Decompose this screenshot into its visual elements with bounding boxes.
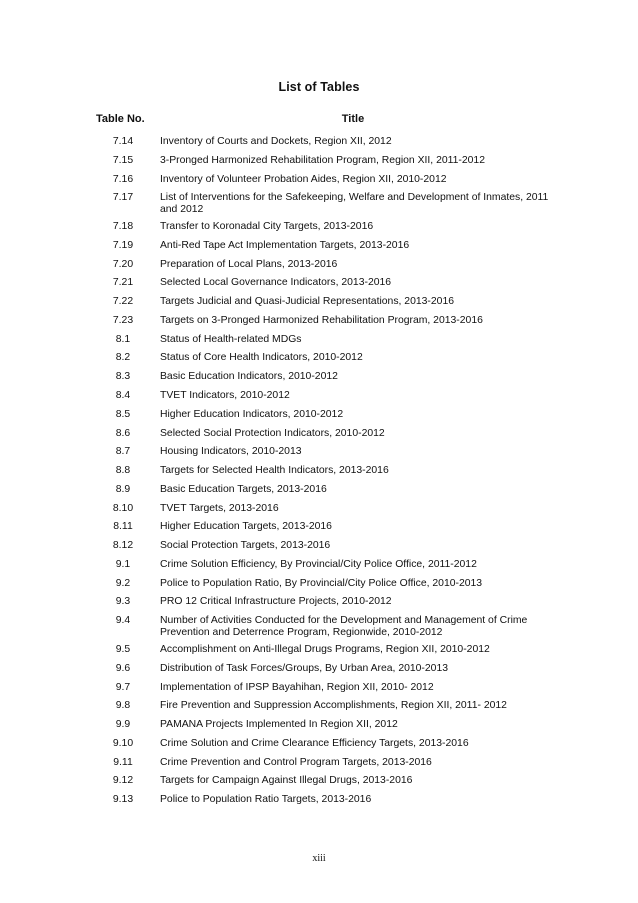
table-title: List of Interventions for the Safekeeping, Welfare and Development of Inmates, 2011 and 2012	[160, 192, 549, 216]
table-title: Basic Education Targets, 2013-2016	[160, 483, 327, 495]
page-number: xiii	[312, 853, 326, 864]
table-number: 9.6	[115, 662, 131, 674]
table-number: 9.12	[112, 775, 134, 787]
table-title: Transfer to Koronadal City Targets, 2013-2016	[160, 221, 374, 233]
table-title: Number of Activities Conducted for the Development and Management of Crime Prevention and Deterrence Program, Regionwide, 2010-2012	[160, 615, 528, 639]
page-title: List of Tables	[278, 80, 360, 94]
table-number: 7.20	[112, 258, 134, 270]
table-number: 8.5	[115, 408, 131, 420]
list-item	[0, 540, 638, 559]
list-item	[0, 465, 638, 484]
table-title: Anti-Red Tape Act Implementation Targets, 2013-2016	[160, 239, 410, 251]
table-title: PAMANA Projects Implemented In Region XII, 2012	[160, 719, 398, 731]
list-item	[0, 240, 638, 259]
table-title: Preparation of Local Plans, 2013-2016	[160, 258, 338, 270]
table-title: Crime Solution Efficiency, By Provincial/City Police Office, 2011-2012	[160, 558, 477, 570]
list-item	[0, 578, 638, 597]
list-item	[0, 521, 638, 540]
table-number: 9.2	[115, 577, 131, 589]
table-title: Selected Local Governance Indicators, 2013-2016	[160, 277, 392, 289]
table-title: Selected Social Protection Indicators, 2010-2012	[160, 427, 385, 439]
table-title: PRO 12 Critical Infrastructure Projects, 2010-2012	[160, 596, 392, 608]
table-number: 8.8	[115, 465, 131, 477]
table-number: 7.19	[112, 239, 134, 251]
table-number: 7.21	[112, 277, 134, 289]
list-item	[0, 352, 638, 371]
table-title: Targets for Selected Health Indicators, 2013-2016	[160, 465, 389, 477]
list-item	[0, 682, 638, 701]
list-item	[0, 296, 638, 315]
table-number: 9.3	[115, 596, 131, 608]
list-item	[0, 644, 638, 663]
table-title: Housing Indicators, 2010-2013	[160, 446, 302, 458]
table-number: 7.23	[112, 314, 134, 326]
table-number: 7.14	[112, 136, 134, 147]
table-number: 7.22	[112, 296, 134, 308]
list-item	[0, 315, 638, 334]
list-item	[0, 221, 638, 240]
list-item	[0, 334, 638, 353]
list-item	[0, 503, 638, 522]
list-item	[0, 277, 638, 296]
table-number: 9.4	[115, 615, 131, 627]
table-title: Police to Population Ratio Targets, 2013-2016	[160, 794, 372, 806]
table-title: Basic Education Indicators, 2010-2012	[160, 371, 338, 383]
table-number: 8.10	[112, 502, 134, 514]
table-title: Higher Education Targets, 2013-2016	[160, 521, 332, 533]
column-header-table-no: Table No.	[96, 113, 145, 125]
table-number: 8.12	[112, 540, 134, 552]
list-item	[0, 775, 638, 794]
list-item	[0, 390, 638, 409]
table-number: 7.17	[112, 192, 134, 204]
table-number: 8.7	[115, 446, 131, 458]
list-item	[0, 596, 638, 615]
table-number: 9.8	[115, 700, 131, 712]
column-header-title: Title	[341, 113, 365, 125]
table-number: 9.9	[115, 719, 131, 731]
table-number: 8.9	[115, 483, 131, 495]
table-title: Higher Education Indicators, 2010-2012	[160, 408, 344, 420]
table-number: 9.5	[115, 643, 131, 655]
list-item	[0, 446, 638, 465]
table-number: 8.6	[115, 427, 131, 439]
list-item	[0, 484, 638, 503]
table-number: 7.18	[112, 221, 134, 233]
table-title: Inventory of Courts and Dockets, Region XII, 2012	[160, 136, 392, 147]
list-item	[0, 663, 638, 682]
table-title: Status of Core Health Indicators, 2010-2012	[160, 352, 363, 364]
list-item	[0, 719, 638, 738]
list-item	[0, 259, 638, 278]
table-title: Crime Solution and Crime Clearance Efficiency Targets, 2013-2016	[160, 737, 469, 749]
table-title: Targets Judicial and Quasi-Judicial Representations, 2013-2016	[160, 296, 454, 308]
table-list	[0, 136, 638, 813]
table-title: Fire Prevention and Suppression Accomplishments, Region XII, 2011- 2012	[160, 700, 507, 712]
table-number: 7.15	[112, 154, 134, 166]
table-number: 8.3	[115, 371, 131, 383]
table-number: 9.10	[112, 737, 134, 749]
table-title: Inventory of Volunteer Probation Aides, Region XII, 2010-2012	[160, 173, 447, 185]
table-number: 8.11	[113, 521, 133, 533]
list-item	[0, 794, 638, 813]
table-number: 8.2	[115, 352, 131, 364]
list-item	[0, 174, 638, 193]
table-number: 8.4	[115, 389, 131, 401]
table-number: 9.7	[115, 681, 131, 693]
table-number: 9.1	[115, 558, 131, 570]
list-item	[0, 738, 638, 757]
table-title: Police to Population Ratio, By Provincial/City Police Office, 2010-2013	[160, 577, 483, 589]
table-number: 9.13	[112, 794, 134, 806]
list-item	[0, 700, 638, 719]
table-title: TVET Targets, 2013-2016	[160, 502, 279, 514]
table-title: Social Protection Targets, 2013-2016	[160, 540, 331, 552]
table-number: 9.11	[113, 756, 133, 768]
list-item	[0, 757, 638, 776]
list-item	[0, 615, 638, 644]
table-number: 8.1	[115, 333, 131, 345]
table-number: 7.16	[112, 173, 134, 185]
table-title: Targets for Campaign Against Illegal Drugs, 2013-2016	[160, 775, 413, 787]
list-item	[0, 428, 638, 447]
table-title: 3-Pronged Harmonized Rehabilitation Program, Region XII, 2011-2012	[160, 154, 485, 166]
table-title: TVET Indicators, 2010-2012	[160, 389, 290, 401]
table-title: Crime Prevention and Control Program Targets, 2013-2016	[160, 756, 432, 768]
table-title: Distribution of Task Forces/Groups, By Urban Area, 2010-2013	[160, 662, 449, 674]
list-item	[0, 371, 638, 390]
table-title: Targets on 3-Pronged Harmonized Rehabilitation Program, 2013-2016	[160, 314, 483, 326]
list-item	[0, 136, 638, 155]
list-item	[0, 192, 638, 221]
table-title: Status of Health-related MDGs	[160, 333, 302, 345]
table-title: Accomplishment on Anti-Illegal Drugs Programs, Region XII, 2010-2012	[160, 643, 490, 655]
list-item	[0, 559, 638, 578]
table-title: Implementation of IPSP Bayahihan, Region XII, 2010- 2012	[160, 681, 434, 693]
list-item	[0, 155, 638, 174]
list-item	[0, 409, 638, 428]
